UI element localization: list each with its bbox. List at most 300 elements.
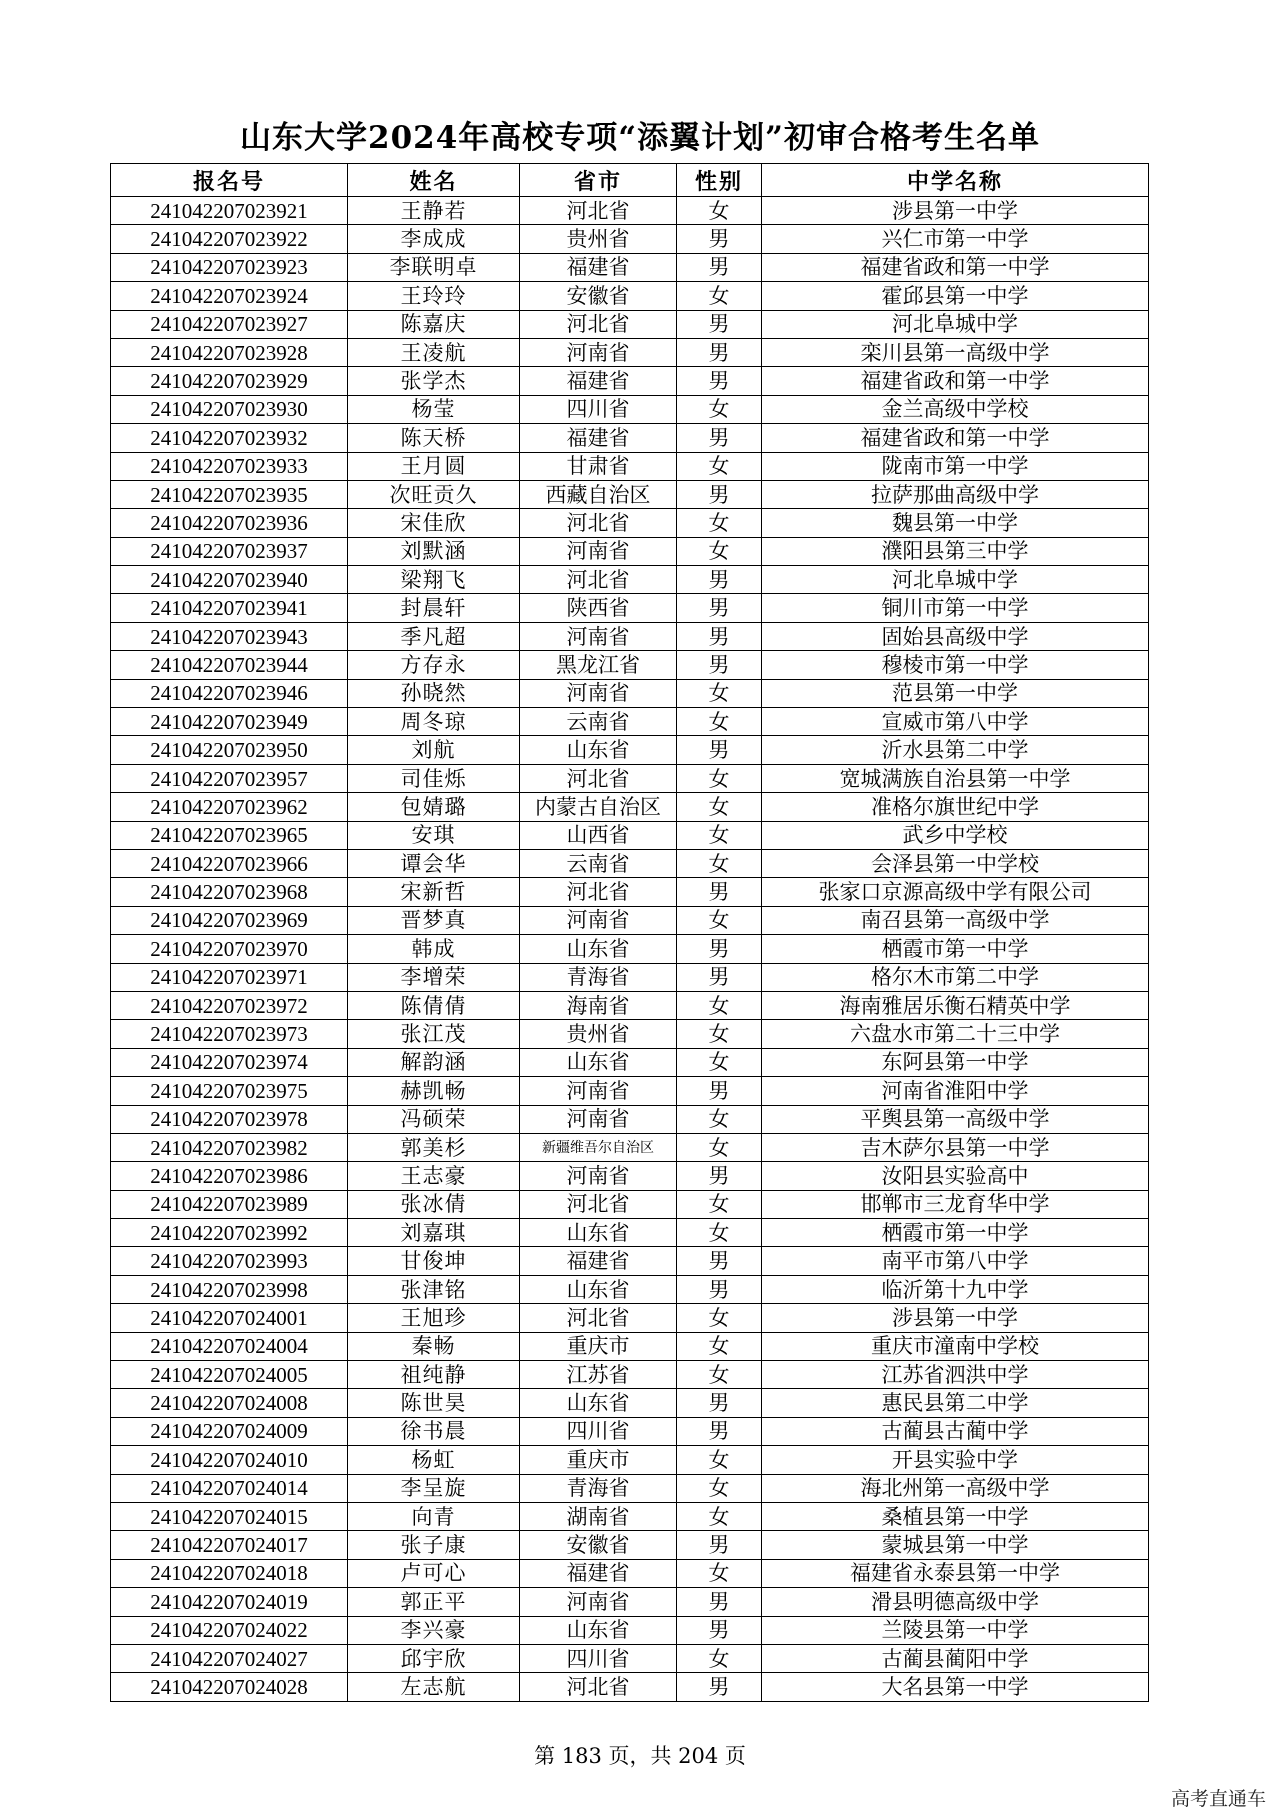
cell-name: 安琪 <box>348 821 520 849</box>
cell-gender: 男 <box>677 622 762 650</box>
cell-province: 贵州省 <box>520 1020 677 1048</box>
cell-gender: 男 <box>677 878 762 906</box>
cell-province: 云南省 <box>520 708 677 736</box>
table-row <box>111 708 1149 736</box>
cell-name: 孙晓然 <box>348 679 520 707</box>
cell-province: 海南省 <box>520 991 677 1019</box>
table-row <box>111 1531 1149 1559</box>
cell-school-name: 海北州第一高级中学 <box>762 1474 1149 1502</box>
cell-province: 河南省 <box>520 1077 677 1105</box>
cell-province: 重庆市 <box>520 1332 677 1360</box>
cell-province: 福建省 <box>520 253 677 281</box>
table-row <box>111 679 1149 707</box>
cell-registration-number: 241042207023971 <box>111 963 348 991</box>
cell-registration-number: 241042207023950 <box>111 736 348 764</box>
cell-province: 河北省 <box>520 197 677 225</box>
cell-gender: 男 <box>677 1417 762 1445</box>
cell-province: 西藏自治区 <box>520 480 677 508</box>
cell-registration-number: 241042207023923 <box>111 253 348 281</box>
cell-registration-number: 241042207024027 <box>111 1644 348 1672</box>
cell-registration-number: 241042207023932 <box>111 424 348 452</box>
cell-school-name: 福建省政和第一中学 <box>762 424 1149 452</box>
table-row <box>111 963 1149 991</box>
cell-gender: 女 <box>677 1446 762 1474</box>
cell-school-name: 古蔺县蔺阳中学 <box>762 1644 1149 1672</box>
cell-gender: 女 <box>677 197 762 225</box>
cell-school-name: 魏县第一中学 <box>762 509 1149 537</box>
cell-registration-number: 241042207023992 <box>111 1219 348 1247</box>
cell-school-name: 武乡中学校 <box>762 821 1149 849</box>
cell-province: 山东省 <box>520 1389 677 1417</box>
cell-gender: 女 <box>677 708 762 736</box>
cell-gender: 女 <box>677 991 762 1019</box>
cell-gender: 女 <box>677 1332 762 1360</box>
cell-school-name: 格尔木市第二中学 <box>762 963 1149 991</box>
header-province: 省市 <box>520 164 677 197</box>
cell-gender: 女 <box>677 1048 762 1076</box>
table-row <box>111 395 1149 423</box>
table-row <box>111 1105 1149 1133</box>
cell-registration-number: 241042207023998 <box>111 1275 348 1303</box>
cell-gender: 男 <box>677 566 762 594</box>
table-row <box>111 736 1149 764</box>
cell-school-name: 涉县第一中学 <box>762 197 1149 225</box>
cell-registration-number: 241042207023930 <box>111 395 348 423</box>
cell-province: 河南省 <box>520 537 677 565</box>
table-row <box>111 1048 1149 1076</box>
cell-name: 周冬琼 <box>348 708 520 736</box>
cell-school-name: 沂水县第二中学 <box>762 736 1149 764</box>
cell-province: 四川省 <box>520 1417 677 1445</box>
cell-province: 河南省 <box>520 338 677 366</box>
cell-school-name: 宣威市第八中学 <box>762 708 1149 736</box>
cell-registration-number: 241042207024008 <box>111 1389 348 1417</box>
cell-name: 刘默涵 <box>348 537 520 565</box>
cell-name: 李呈旋 <box>348 1474 520 1502</box>
cell-school-name: 惠民县第二中学 <box>762 1389 1149 1417</box>
cell-province: 新疆维吾尔自治区 <box>520 1133 677 1161</box>
table-row <box>111 1673 1149 1701</box>
cell-school-name: 临沂第十九中学 <box>762 1275 1149 1303</box>
cell-name: 张冰倩 <box>348 1190 520 1218</box>
cell-registration-number: 241042207023986 <box>111 1162 348 1190</box>
cell-gender: 女 <box>677 1361 762 1389</box>
cell-name: 郭美杉 <box>348 1133 520 1161</box>
cell-gender: 男 <box>677 1162 762 1190</box>
cell-school-name: 河北阜城中学 <box>762 310 1149 338</box>
cell-school-name: 东阿县第一中学 <box>762 1048 1149 1076</box>
cell-gender: 女 <box>677 537 762 565</box>
cell-registration-number: 241042207023970 <box>111 935 348 963</box>
cell-registration-number: 241042207023935 <box>111 480 348 508</box>
cell-registration-number: 241042207023941 <box>111 594 348 622</box>
cell-registration-number: 241042207023922 <box>111 225 348 253</box>
cell-school-name: 陇南市第一中学 <box>762 452 1149 480</box>
cell-registration-number: 241042207024022 <box>111 1616 348 1644</box>
table-row <box>111 452 1149 480</box>
table-row <box>111 338 1149 366</box>
cell-gender: 男 <box>677 651 762 679</box>
cell-registration-number: 241042207023974 <box>111 1048 348 1076</box>
cell-registration-number: 241042207023957 <box>111 764 348 792</box>
table-row <box>111 793 1149 821</box>
table-row <box>111 282 1149 310</box>
cell-registration-number: 241042207023936 <box>111 509 348 537</box>
cell-name: 张江茂 <box>348 1020 520 1048</box>
cell-registration-number: 241042207024004 <box>111 1332 348 1360</box>
cell-school-name: 穆棱市第一中学 <box>762 651 1149 679</box>
cell-name: 甘俊坤 <box>348 1247 520 1275</box>
table-row <box>111 1275 1149 1303</box>
table-body <box>111 197 1149 1702</box>
cell-name: 刘嘉琪 <box>348 1219 520 1247</box>
cell-name: 王志豪 <box>348 1162 520 1190</box>
cell-school-name: 霍邱县第一中学 <box>762 282 1149 310</box>
cell-province: 江苏省 <box>520 1361 677 1389</box>
cell-school-name: 汝阳县实验高中 <box>762 1162 1149 1190</box>
cell-province: 河北省 <box>520 764 677 792</box>
cell-name: 陈倩倩 <box>348 991 520 1019</box>
cell-name: 赫凯畅 <box>348 1077 520 1105</box>
table-row <box>111 1332 1149 1360</box>
cell-name: 杨虹 <box>348 1446 520 1474</box>
cell-name: 晋梦真 <box>348 906 520 934</box>
cell-registration-number: 241042207024001 <box>111 1304 348 1332</box>
cell-school-name: 六盘水市第二十三中学 <box>762 1020 1149 1048</box>
cell-registration-number: 241042207023972 <box>111 991 348 1019</box>
cell-gender: 男 <box>677 1588 762 1616</box>
cell-name: 解韵涵 <box>348 1048 520 1076</box>
cell-name: 陈天桥 <box>348 424 520 452</box>
cell-name: 谭会华 <box>348 849 520 877</box>
cell-gender: 女 <box>677 1133 762 1161</box>
cell-province: 山东省 <box>520 1219 677 1247</box>
cell-name: 方存永 <box>348 651 520 679</box>
cell-gender: 男 <box>677 225 762 253</box>
cell-name: 卢可心 <box>348 1559 520 1587</box>
cell-school-name: 蒙城县第一中学 <box>762 1531 1149 1559</box>
cell-school-name: 栖霞市第一中学 <box>762 1219 1149 1247</box>
cell-school-name: 平舆县第一高级中学 <box>762 1105 1149 1133</box>
cell-province: 湖南省 <box>520 1502 677 1530</box>
header-school-name: 中学名称 <box>762 164 1149 197</box>
cell-registration-number: 241042207023944 <box>111 651 348 679</box>
cell-province: 四川省 <box>520 395 677 423</box>
cell-province: 河南省 <box>520 1162 677 1190</box>
cell-gender: 男 <box>677 935 762 963</box>
table-row <box>111 509 1149 537</box>
cell-province: 福建省 <box>520 1247 677 1275</box>
table-row <box>111 1190 1149 1218</box>
cell-gender: 女 <box>677 1559 762 1587</box>
cell-province: 山东省 <box>520 1616 677 1644</box>
cell-name: 李兴豪 <box>348 1616 520 1644</box>
cell-gender: 男 <box>677 1673 762 1701</box>
cell-school-name: 拉萨那曲高级中学 <box>762 480 1149 508</box>
cell-province: 河北省 <box>520 1190 677 1218</box>
cell-gender: 男 <box>677 594 762 622</box>
table-row <box>111 1417 1149 1445</box>
cell-gender: 男 <box>677 310 762 338</box>
cell-name: 张津铭 <box>348 1275 520 1303</box>
cell-name: 邱宇欣 <box>348 1644 520 1672</box>
cell-name: 王玲玲 <box>348 282 520 310</box>
cell-name: 王旭珍 <box>348 1304 520 1332</box>
cell-school-name: 福建省政和第一中学 <box>762 253 1149 281</box>
cell-gender: 男 <box>677 736 762 764</box>
page-title: 山东大学2024年高校专项“添翼计划”初审合格考生名单 <box>240 120 1040 156</box>
cell-registration-number: 241042207023929 <box>111 367 348 395</box>
cell-province: 贵州省 <box>520 225 677 253</box>
table-row <box>111 197 1149 225</box>
cell-province: 河北省 <box>520 1304 677 1332</box>
table-row <box>111 1361 1149 1389</box>
cell-province: 云南省 <box>520 849 677 877</box>
cell-registration-number: 241042207024019 <box>111 1588 348 1616</box>
cell-name: 王凌航 <box>348 338 520 366</box>
cell-school-name: 兴仁市第一中学 <box>762 225 1149 253</box>
header-gender: 性别 <box>677 164 762 197</box>
cell-gender: 女 <box>677 793 762 821</box>
cell-province: 河南省 <box>520 1588 677 1616</box>
cell-school-name: 河北阜城中学 <box>762 566 1149 594</box>
cell-name: 张学杰 <box>348 367 520 395</box>
table-row <box>111 1247 1149 1275</box>
table-row <box>111 821 1149 849</box>
cell-gender: 男 <box>677 424 762 452</box>
cell-gender: 男 <box>677 1275 762 1303</box>
cell-registration-number: 241042207023921 <box>111 197 348 225</box>
cell-gender: 女 <box>677 821 762 849</box>
cell-province: 山东省 <box>520 1275 677 1303</box>
cell-school-name: 桑植县第一中学 <box>762 1502 1149 1530</box>
cell-province: 河北省 <box>520 566 677 594</box>
cell-province: 福建省 <box>520 367 677 395</box>
cell-registration-number: 241042207024010 <box>111 1446 348 1474</box>
table-row <box>111 935 1149 963</box>
cell-province: 河北省 <box>520 310 677 338</box>
table-row <box>111 367 1149 395</box>
cell-registration-number: 241042207023949 <box>111 708 348 736</box>
table-row <box>111 480 1149 508</box>
cell-gender: 女 <box>677 452 762 480</box>
cell-school-name: 固始县高级中学 <box>762 622 1149 650</box>
cell-school-name: 邯郸市三龙育华中学 <box>762 1190 1149 1218</box>
cell-gender: 男 <box>677 1616 762 1644</box>
cell-school-name: 范县第一中学 <box>762 679 1149 707</box>
cell-gender: 男 <box>677 253 762 281</box>
cell-name: 次旺贡久 <box>348 480 520 508</box>
cell-gender: 女 <box>677 1474 762 1502</box>
cell-registration-number: 241042207023978 <box>111 1105 348 1133</box>
cell-province: 河南省 <box>520 622 677 650</box>
cell-gender: 男 <box>677 1531 762 1559</box>
cell-gender: 女 <box>677 395 762 423</box>
cell-name: 祖纯静 <box>348 1361 520 1389</box>
cell-province: 陕西省 <box>520 594 677 622</box>
cell-gender: 女 <box>677 1502 762 1530</box>
cell-name: 包婧璐 <box>348 793 520 821</box>
cell-registration-number: 241042207023989 <box>111 1190 348 1218</box>
cell-gender: 男 <box>677 480 762 508</box>
cell-name: 司佳烁 <box>348 764 520 792</box>
cell-school-name: 准格尔旗世纪中学 <box>762 793 1149 821</box>
cell-registration-number: 241042207023969 <box>111 906 348 934</box>
cell-school-name: 金兰高级中学校 <box>762 395 1149 423</box>
page-number: 第 183 页，共 204 页 <box>534 1744 746 1768</box>
cell-school-name: 铜川市第一中学 <box>762 594 1149 622</box>
cell-name: 李成成 <box>348 225 520 253</box>
table-row <box>111 1162 1149 1190</box>
cell-registration-number: 241042207023924 <box>111 282 348 310</box>
cell-name: 季凡超 <box>348 622 520 650</box>
cell-school-name: 涉县第一中学 <box>762 1304 1149 1332</box>
cell-province: 山东省 <box>520 935 677 963</box>
cell-school-name: 古蔺县古蔺中学 <box>762 1417 1149 1445</box>
cell-school-name: 张家口京源高级中学有限公司 <box>762 878 1149 906</box>
cell-province: 河南省 <box>520 1105 677 1133</box>
cell-registration-number: 241042207023943 <box>111 622 348 650</box>
table-row <box>111 566 1149 594</box>
table-row <box>111 1077 1149 1105</box>
cell-gender: 女 <box>677 1219 762 1247</box>
header-name: 姓名 <box>348 164 520 197</box>
cell-gender: 女 <box>677 1644 762 1672</box>
cell-province: 福建省 <box>520 1559 677 1587</box>
cell-province: 青海省 <box>520 1474 677 1502</box>
table-row <box>111 1559 1149 1587</box>
cell-name: 徐书晨 <box>348 1417 520 1445</box>
cell-gender: 女 <box>677 849 762 877</box>
cell-province: 河北省 <box>520 509 677 537</box>
cell-province: 山东省 <box>520 1048 677 1076</box>
table-row <box>111 1616 1149 1644</box>
table-row <box>111 1446 1149 1474</box>
cell-registration-number: 241042207023962 <box>111 793 348 821</box>
cell-gender: 女 <box>677 906 762 934</box>
cell-school-name: 河南省淮阳中学 <box>762 1077 1149 1105</box>
cell-school-name: 福建省永泰县第一中学 <box>762 1559 1149 1587</box>
cell-registration-number: 241042207023973 <box>111 1020 348 1048</box>
cell-name: 杨莹 <box>348 395 520 423</box>
cell-gender: 男 <box>677 963 762 991</box>
table-row <box>111 1304 1149 1332</box>
cell-registration-number: 241042207023982 <box>111 1133 348 1161</box>
cell-registration-number: 241042207024014 <box>111 1474 348 1502</box>
table-row <box>111 1502 1149 1530</box>
cell-name: 李联明卓 <box>348 253 520 281</box>
table-row <box>111 310 1149 338</box>
table-row <box>111 424 1149 452</box>
cell-registration-number: 241042207024005 <box>111 1361 348 1389</box>
cell-school-name: 栾川县第一高级中学 <box>762 338 1149 366</box>
cell-province: 黑龙江省 <box>520 651 677 679</box>
cell-gender: 女 <box>677 1020 762 1048</box>
cell-name: 封晨轩 <box>348 594 520 622</box>
cell-school-name: 海南雅居乐衡石精英中学 <box>762 991 1149 1019</box>
cell-school-name: 会泽县第一中学校 <box>762 849 1149 877</box>
cell-province: 安徽省 <box>520 1531 677 1559</box>
cell-school-name: 福建省政和第一中学 <box>762 367 1149 395</box>
watermark: 高考直通车 <box>1170 1788 1266 1810</box>
cell-registration-number: 241042207024017 <box>111 1531 348 1559</box>
cell-registration-number: 241042207023966 <box>111 849 348 877</box>
cell-school-name: 兰陵县第一中学 <box>762 1616 1149 1644</box>
table-row <box>111 594 1149 622</box>
cell-registration-number: 241042207023946 <box>111 679 348 707</box>
cell-name: 冯硕荣 <box>348 1105 520 1133</box>
table-row <box>111 906 1149 934</box>
table-row <box>111 225 1149 253</box>
cell-school-name: 江苏省泗洪中学 <box>762 1361 1149 1389</box>
cell-name: 王静若 <box>348 197 520 225</box>
cell-province: 山东省 <box>520 736 677 764</box>
table-row <box>111 651 1149 679</box>
cell-registration-number: 241042207024009 <box>111 1417 348 1445</box>
cell-registration-number: 241042207023940 <box>111 566 348 594</box>
table-row <box>111 1644 1149 1672</box>
cell-name: 郭正平 <box>348 1588 520 1616</box>
cell-province: 河南省 <box>520 906 677 934</box>
cell-name: 宋佳欣 <box>348 509 520 537</box>
cell-gender: 男 <box>677 1389 762 1417</box>
cell-school-name: 濮阳县第三中学 <box>762 537 1149 565</box>
cell-school-name: 栖霞市第一中学 <box>762 935 1149 963</box>
table-row <box>111 1020 1149 1048</box>
cell-province: 河北省 <box>520 1673 677 1701</box>
cell-registration-number: 241042207024015 <box>111 1502 348 1530</box>
table-row <box>111 764 1149 792</box>
cell-school-name: 大名县第一中学 <box>762 1673 1149 1701</box>
cell-name: 王月圆 <box>348 452 520 480</box>
cell-province: 福建省 <box>520 424 677 452</box>
cell-gender: 女 <box>677 282 762 310</box>
candidate-table <box>110 163 1149 1702</box>
cell-gender: 女 <box>677 1105 762 1133</box>
table-row <box>111 622 1149 650</box>
cell-registration-number: 241042207023965 <box>111 821 348 849</box>
cell-province: 安徽省 <box>520 282 677 310</box>
cell-province: 甘肃省 <box>520 452 677 480</box>
cell-name: 宋新哲 <box>348 878 520 906</box>
cell-registration-number: 241042207023968 <box>111 878 348 906</box>
cell-school-name: 重庆市潼南中学校 <box>762 1332 1149 1360</box>
table-row <box>111 1474 1149 1502</box>
cell-province: 四川省 <box>520 1644 677 1672</box>
cell-gender: 女 <box>677 764 762 792</box>
table-row <box>111 537 1149 565</box>
cell-name: 向青 <box>348 1502 520 1530</box>
cell-registration-number: 241042207023933 <box>111 452 348 480</box>
cell-school-name: 南平市第八中学 <box>762 1247 1149 1275</box>
cell-gender: 女 <box>677 679 762 707</box>
cell-name: 张子康 <box>348 1531 520 1559</box>
cell-name: 左志航 <box>348 1673 520 1701</box>
cell-name: 陈嘉庆 <box>348 310 520 338</box>
table-row <box>111 1588 1149 1616</box>
cell-school-name: 滑县明德高级中学 <box>762 1588 1149 1616</box>
cell-school-name: 南召县第一高级中学 <box>762 906 1149 934</box>
cell-registration-number: 241042207024028 <box>111 1673 348 1701</box>
cell-gender: 男 <box>677 1247 762 1275</box>
cell-gender: 男 <box>677 1077 762 1105</box>
table-row <box>111 878 1149 906</box>
table-row <box>111 253 1149 281</box>
cell-province: 重庆市 <box>520 1446 677 1474</box>
table-row <box>111 991 1149 1019</box>
header-registration-number: 报名号 <box>111 164 348 197</box>
cell-gender: 女 <box>677 509 762 537</box>
